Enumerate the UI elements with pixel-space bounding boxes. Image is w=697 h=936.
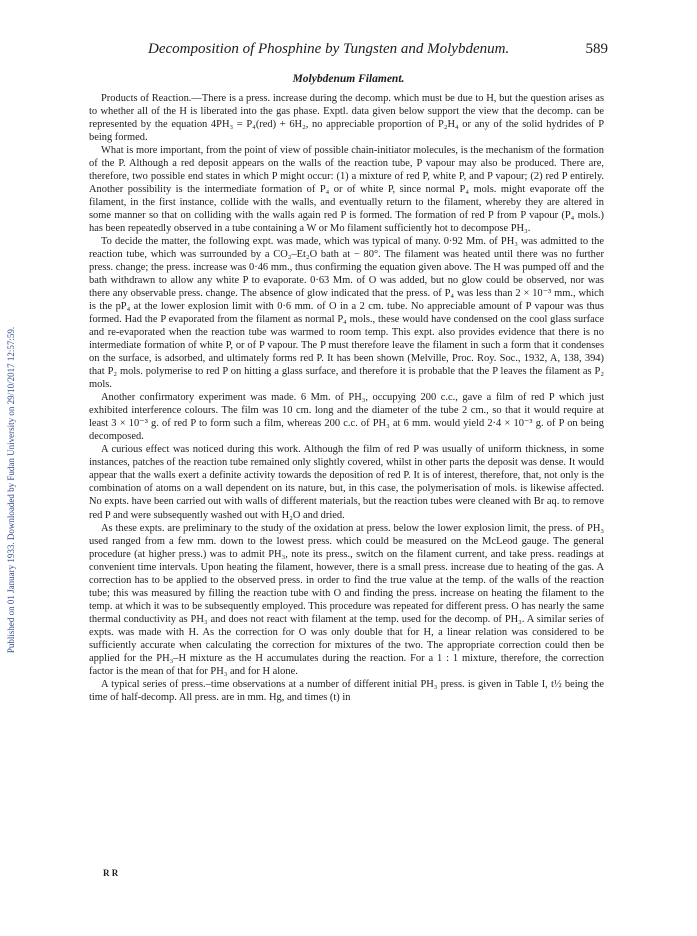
paragraph-confirmatory-experiment: Another confirmatory experiment was made. 6 Mm. of PH₃, occupying 200 c.c., gave a film of red P which just exhibited interference colours. The film was 10 cm. long and the diameter of the tube 2 cm., so that it would require at least 3 × 10⁻³ g. of red P to form such a film, whereas 200 c.c. of PH₃ at 6 mm. would yield 2·4 × 10⁻³ g. of P on being decomposed. bbox=[89, 392, 604, 443]
paragraph-mechanism: What is more important, from the point of view of possible chain-initiator molecules, is the mechanism of the formation of the P. Although a red deposit appears on the walls of the reaction tube, P vapour may also be produced. There are, therefore, two possible end states in which P might occur: (1) a mixture of red P, white P, and P vapour; (2) red P entirely. Another possibility is the intermediate formation of P₄ or of white P, since normal P₄ mols. might evaporate off the filament, in the first instance, collide with the walls, and eventually return to the filament, whereby they are altered in some manner so that on colliding with the walls again red P is formed. The formation of red P from P vapour (P₄ mols.) has been repeatedly observed in a tube containing a W or Mo filament sufficiently hot to decompose PH₃. bbox=[89, 145, 604, 235]
watermark-text: Published on 01 January 1933. Downloaded by Fudan University on 29/10/2017 12:57:59. bbox=[5, 326, 16, 654]
paragraph-experiment: To decide the matter, the following expt. was made, which was typical of many. 0·92 Mm. of PH₃ was admitted to the reaction tube, which was surrounded by a CO₂–Et₂O bath at − 80°. The filament was heated until there was no further press. change; the press. increase was 0·46 mm., thus confirming the equation given above. The H was pumped off and the bath withdrawn to allow any white P to evaporate. 0·63 Mm. of O was added, but no glow could be observed, nor was there any observable press. change. The absence of glow indicated that the press. of P₄ was less than 2 × 10⁻³ mm., which is the pP₄ at the lower explosion limit with 0·6 mm. of O in a 2 cm. tube. No appreciable amount of P vapour was thus formed. Had the P evaporated from the filament as normal P₄ mols., these would have condensed on the cool glass surface and re-evaporated when the reaction tube was warmed to room temp. This expt. also provides evidence that there is no intermediate formation of white P, or of P vapour. The P must therefore leave the filament in such a form that it condenses on the surface, is adsorbed, and ultimately forms red P. It has been shown (Melville, Proc. Roy. Soc., 1932, A, 138, 394) that P₂ mols. polymerise to red P on hitting a glass surface, and therefore it is probable that the P leaves the filament as P₂ mols. bbox=[89, 236, 604, 391]
paragraph-procedure: As these expts. are preliminary to the study of the oxidation at press. below the lower explosion limit, the press. of PH₃ used ranged from a few mm. down to the lowest press. which could be measured on the McLeod gauge. The general procedure (at higher press.) was to admit PH₃, note its press., switch on the filament current, and take press. readings at convenient time intervals. Upon heating the filament, however, there is a small press. increase due to heating of the gas. A correction has to be applied to the observed press. in order to find the true value at the temp. of the walls of the reaction tube; this was measured by filling the reaction tube with O and finding the press. increase on heating the filament to the temp. at which it was to be subsequently employed. This procedure was repeated for different press. O has nearly the same thermal conductivity as PH₃ and does not react with filament at the temp. used for the decomp. of PH₃. A similar series of expts. was made with H. As the correction for O was only double that for H, a linear relation was considered to be sufficiently accurate when calculating the correction for mixtures of the two. The appropriate correction could then be applied for the PH₃–H mixture as the H accumulates during the reaction. For a 1 : 1 mixture, therefore, the correction factor is the mean of that for PH₃ and for H alone. bbox=[89, 522, 604, 677]
download-watermark bbox=[3, 165, 18, 815]
signature-mark: R R bbox=[103, 868, 119, 878]
paragraph-products-of-reaction: Products of Reaction.—There is a press. increase during the decomp. which must be due to H, but the question arises as to whether all of the H is liberated into the gas phase. Exptl. data given below support the view that the decomp. can be represented by the equation 4PH₃ = P₄(red) + 6H₂, no appreciable proportion of P₂H₄ or any of the solid hydrides of P being formed. bbox=[89, 93, 604, 144]
body-text bbox=[89, 92, 604, 704]
running-title: Decomposition of Phosphine by Tungsten and Molybdenum. bbox=[148, 41, 510, 57]
page-number: 589 bbox=[585, 41, 608, 57]
paragraph-curious-effect: A curious effect was noticed during this work. Although the film of red P was usually of uniform thickness, in some instances, patches of the reaction tube remained only slightly covered, whilst in other parts the deposit was dense. It would appear that the walls exert a definite activity towards the deposition of red P. It is of interest, therefore, that, not only is the combination of atoms on a wall dependent on its nature, but, in this case, the polymerisation of mols. is likewise affected. No expts. have been carried out with walls of different materials, but the reaction tubes were cleaned with Br aq. to remove red P and were subsequently washed out with H₂O and dried. bbox=[89, 444, 604, 521]
running-header bbox=[118, 41, 608, 61]
paragraph-table-intro: A typical series of press.–time observations at a number of different initial PH₃ press. is given in Table I, t½ being the time of half-decomp. All press. are in mm. Hg, and times (t) in bbox=[89, 678, 604, 703]
section-subheading: Molybdenum Filament. bbox=[292, 73, 405, 85]
